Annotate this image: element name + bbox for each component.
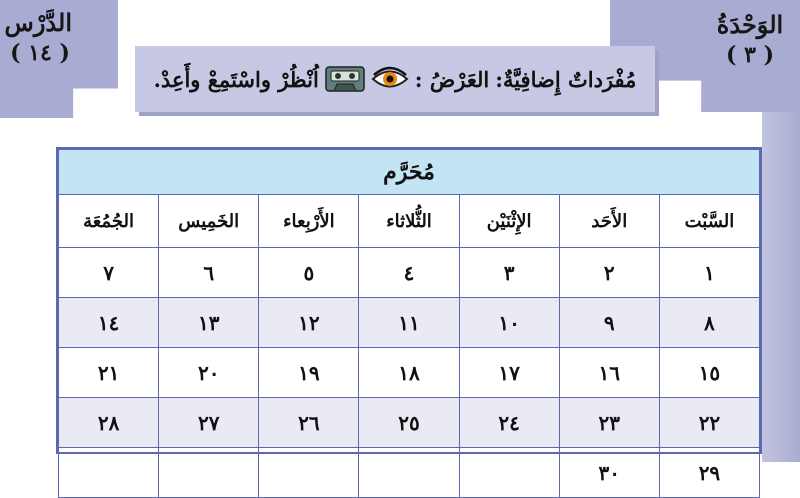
unit-title: الوَحْدَةُ [716,10,784,39]
eye-icon [371,66,409,92]
date-cell: ١١ [359,298,459,348]
week-row-5 [59,448,760,498]
date-cell: ٤ [359,248,459,298]
date-cell-empty [459,448,559,498]
date-cell-empty [59,448,159,498]
banner-extra-vocab: مُفْرَداتٌ إِضافِيَّةٌ: [495,66,637,92]
week-row-2 [59,298,760,348]
weekday-thursday: الخَمِيس [159,195,259,248]
date-cell: ٣٠ [559,448,659,498]
lesson-label [4,8,72,68]
date-cell: ٥ [259,248,359,298]
right-decor-strip [762,95,800,462]
date-cell: ١٥ [659,348,759,398]
date-cell: ١٧ [459,348,559,398]
date-cell: ٢٤ [459,398,559,448]
calendar-table [58,149,760,498]
date-cell: ١٤ [59,298,159,348]
date-cell: ٢٥ [359,398,459,448]
date-cell-empty [259,448,359,498]
date-cell: ٢٦ [259,398,359,448]
date-cell: ٦ [159,248,259,298]
date-cell: ٢٣ [559,398,659,448]
banner-look-listen: اُنْظُرْ واسْتَمِعْ وأَعِدْ. [153,66,319,92]
date-cell: ١٣ [159,298,259,348]
lesson-title: الدَّرْس [4,8,72,37]
date-cell: ١٠ [459,298,559,348]
date-cell-empty [359,448,459,498]
instruction-banner [135,46,655,112]
date-cell: ١ [659,248,759,298]
date-cell: ١٦ [559,348,659,398]
date-cell: ١٢ [259,298,359,348]
weekday-wednesday: الأَرْبِعاء [259,195,359,248]
unit-label [710,10,790,70]
weekday-row [59,195,760,248]
date-cell: ٢٨ [59,398,159,448]
date-cell: ٢٩ [659,448,759,498]
date-cell: ٨ [659,298,759,348]
date-cell: ١٩ [259,348,359,398]
cassette-icon [325,66,365,92]
lesson-number: ( ١٤ ) [10,40,70,66]
month-name: مُحَرَّم [59,150,760,195]
week-row-1 [59,248,760,298]
week-row-4 [59,398,760,448]
date-cell: ٣ [459,248,559,298]
weekday-tuesday: الثُّلاثاء [359,195,459,248]
date-cell: ٢ [559,248,659,298]
date-cell: ٢١ [59,348,159,398]
date-cell: ٧ [59,248,159,298]
date-cell: ١٨ [359,348,459,398]
date-cell: ٢٧ [159,398,259,448]
weekday-saturday: السَّبْت [659,195,759,248]
weekday-friday: الجُمُعَة [59,195,159,248]
week-row-3 [59,348,760,398]
date-cell: ٩ [559,298,659,348]
date-cell: ٢٢ [659,398,759,448]
date-cell-empty [159,448,259,498]
unit-number: ( ٣ ) [726,42,774,68]
calendar-table-frame [56,147,762,485]
month-row [59,150,760,195]
weekday-sunday: الأَحَد [559,195,659,248]
banner-presentation: العَرْضُ : [414,66,490,92]
weekday-monday: الإِثْنَيْن [459,195,559,248]
date-cell: ٢٠ [159,348,259,398]
